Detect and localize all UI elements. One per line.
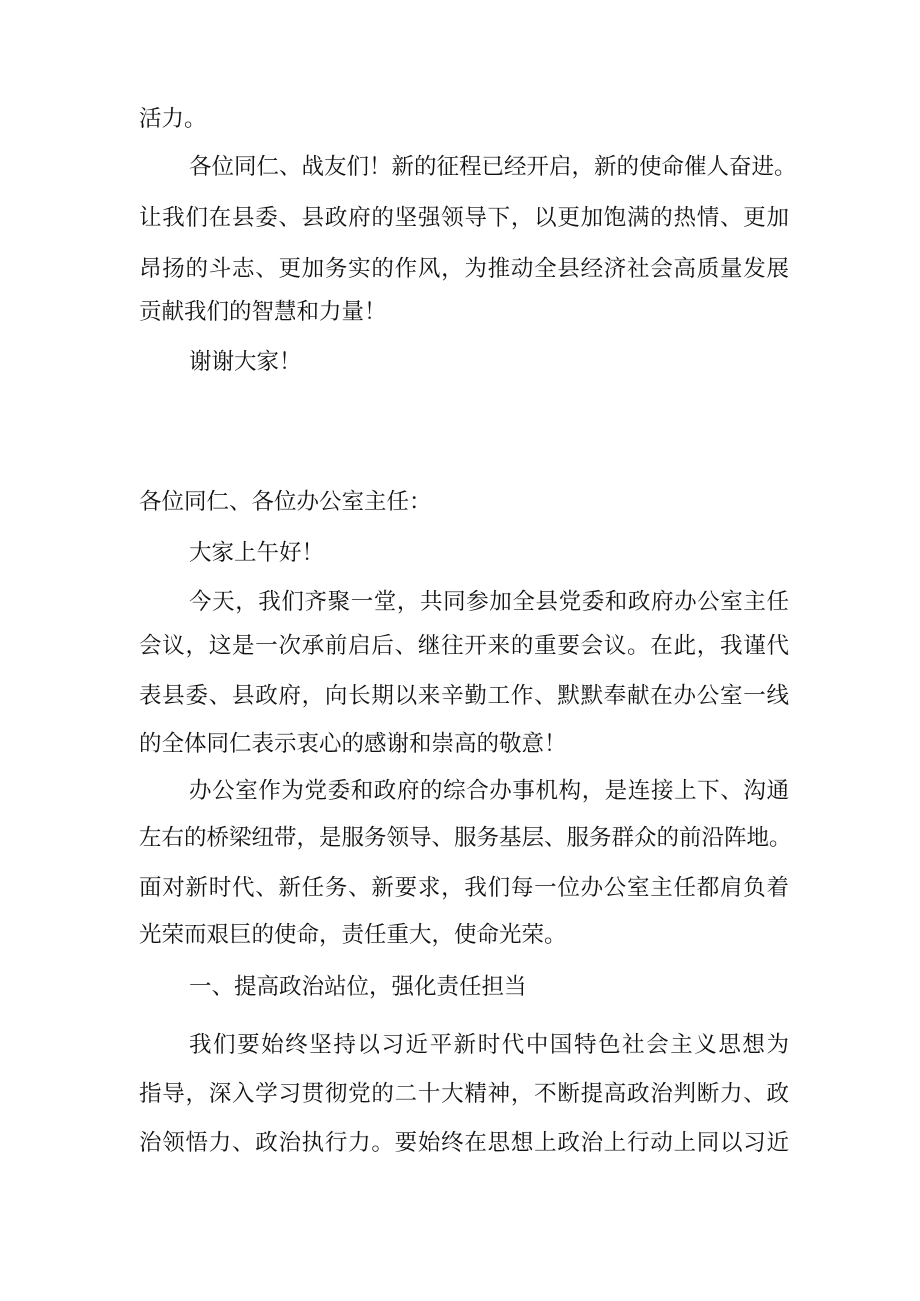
paragraph-line: 让我们在县委、县政府的坚强领导下，以更加饱满的热情、更加 <box>139 205 789 231</box>
paragraph-line: 光荣而艰巨的使命，责任重大，使命光荣。 <box>139 922 567 948</box>
paragraph-line: 贡献我们的智慧和力量！ <box>139 299 387 325</box>
paragraph-line: 指导，深入学习贯彻党的二十大精神，不断提高政治判断力、政 <box>139 1081 789 1107</box>
paragraph-line: 左右的桥梁纽带，是服务领导、服务基层、服务群众的前沿阵地。 <box>139 825 792 851</box>
paragraph-line: 活力。 <box>139 106 207 132</box>
paragraph-line: 各位同仁、战友们！新的征程已经开启，新的使命催人奋进。 <box>189 154 797 180</box>
paragraph-line: 我们要始终坚持以习近平新时代中国特色社会主义思想为 <box>189 1032 789 1058</box>
salutation: 各位同仁、各位办公室主任： <box>139 489 432 515</box>
paragraph-line: 的全体同仁表示衷心的感谢和崇高的敬意！ <box>139 731 567 757</box>
paragraph-line: 表县委、县政府，向长期以来辛勤工作、默默奉献在办公室一线 <box>139 683 789 709</box>
paragraph-line: 治领悟力、政治执行力。要始终在思想上政治上行动上同以习近 <box>139 1130 789 1156</box>
closing-thanks: 谢谢大家！ <box>189 349 302 375</box>
paragraph-line: 今天，我们齐聚一堂，共同参加全县党委和政府办公室主任 <box>189 589 789 615</box>
paragraph-line: 面对新时代、新任务、新要求，我们每一位办公室主任都肩负着 <box>139 875 789 901</box>
paragraph-line: 办公室作为党委和政府的综合办事机构，是连接上下、沟通 <box>189 778 789 804</box>
greeting: 大家上午好！ <box>189 540 325 566</box>
section-heading: 一、提高政治站位，强化责任担当 <box>189 974 527 1000</box>
paragraph-line: 会议，这是一次承前启后、继往开来的重要会议。在此，我谨代 <box>139 633 789 659</box>
paragraph-line: 昂扬的斗志、更加务实的作风，为推动全县经济社会高质量发展 <box>139 256 789 282</box>
